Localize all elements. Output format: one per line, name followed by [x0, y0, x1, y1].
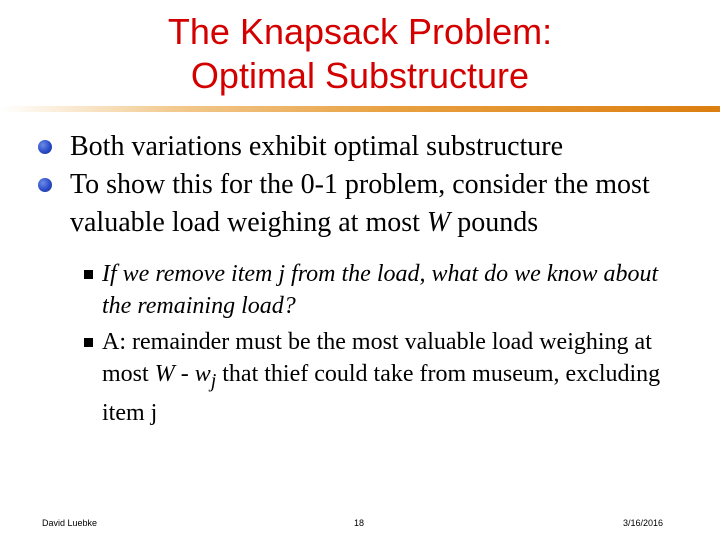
sub-bullet-item-1 [0, 258, 672, 322]
bullet-2-text: To show this for the 0-1 problem, consider the most valuable load weighing at most [70, 169, 650, 238]
square-bullet-icon [84, 338, 93, 347]
slide-title [0, 10, 720, 98]
bullet-2-text-end: pounds [450, 207, 539, 238]
bullet-dot-icon [38, 178, 52, 192]
footer-author: David Luebke [42, 518, 98, 528]
sub-bullet-2-text: A: remainder must be the most valuable load weighing at most [102, 329, 652, 387]
bullet-item-2 [0, 166, 690, 242]
sub-bullet-2-weight: w [194, 361, 211, 387]
sub-bullet-2-variable: W [154, 361, 175, 387]
sub-bullet-2-minus: - [174, 361, 195, 387]
footer-page-number: 18 [354, 518, 365, 528]
sub-bullet-item-2 [0, 326, 672, 429]
title-line-1: The Knapsack Problem: [167, 11, 553, 52]
sub-bullet-2-text-end: that thief could take from museum, excluding item j [102, 361, 661, 426]
square-bullet-icon [84, 270, 93, 279]
bullet-2-variable: W [426, 207, 451, 238]
bullet-1-text: Both variations exhibit optimal substructure [70, 131, 564, 162]
footer-date: 3/16/2016 [623, 518, 664, 528]
sub-bullet-2-subscript: j [210, 369, 217, 392]
main-bullet-list [0, 128, 720, 242]
bullet-dot-icon [38, 140, 52, 154]
title-line-2: Optimal Substructure [190, 55, 530, 96]
title-divider [0, 106, 720, 112]
bullet-item-1 [0, 128, 690, 166]
sub-bullet-list [0, 258, 720, 433]
sub-bullet-1-text: If we remove item j from the load, what do we know about the remaining load? [102, 261, 659, 319]
